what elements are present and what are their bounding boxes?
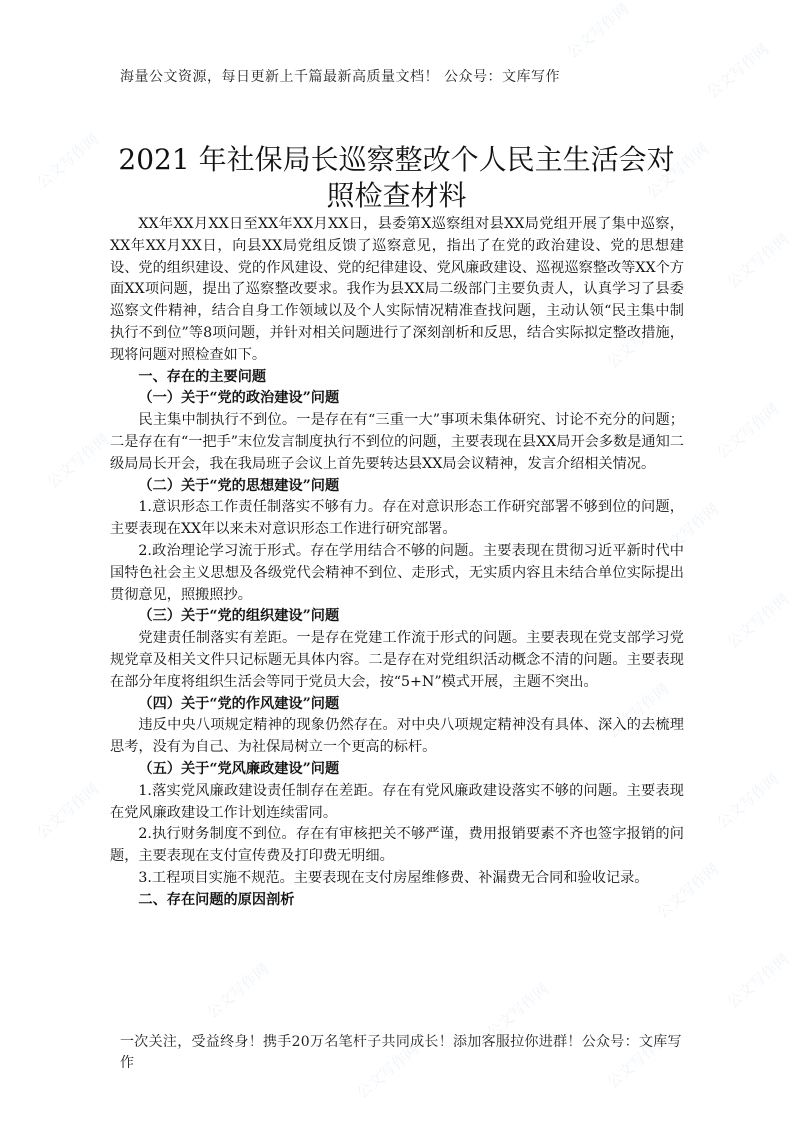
body-paragraph: XX年XX月XX日至XX年XX月XX日，县委第X巡察组对县XX局党组开展了集中巡察，XX年XX月XX日，向县XX局党组反馈了巡察意见，指出了在党的政治建设、党的思想建设、党的组织建设、党的作风建设、党的纪律建设、党风廉政建设、巡视巡察整改等XX个方面XX项问题，提出了巡察整改要求。我作为县XX局二级部门主要负责人，认真学习了县委巡察文件精神，结合自身工作领域以及个人实际情况精准查找问题，主动认领“民主集中制执行不到位”等8项问题，并针对相关问题进行了深刻剖析和反思，结合实际拟定整改措施，现将问题对照检查如下。 bbox=[110, 216, 684, 363]
watermark-text: 公文写作网 bbox=[603, 309, 673, 372]
watermark-text: 公文写作网 bbox=[563, 0, 633, 62]
watermark-text: 公文写作网 bbox=[33, 779, 103, 842]
title-line-2: 照检查材料 bbox=[326, 179, 467, 212]
document-body bbox=[110, 214, 684, 912]
section-heading: （四）关于“党的作风建设”问题 bbox=[138, 695, 340, 712]
footer-banner: 一次关注，受益终身！携手20万名笔杆子共同成长！添加客服拉你进群！公众号：文库写作 bbox=[120, 1034, 682, 1071]
watermark-text: 公文写作网 bbox=[653, 859, 723, 922]
watermark-text: 公文写作网 bbox=[43, 429, 113, 492]
watermark-text: 公文写作网 bbox=[723, 229, 793, 292]
watermark-text: 公文写作网 bbox=[713, 399, 783, 462]
body-paragraph: 民主集中制执行不到位。一是存在有“三重一大”事项未集体研究、讨论不充分的问题；二是存在有“一把手”末位发言制度执行不到位的问题，主要表现在县XX局开会多数是通知二级局局长开会，我在我局班子会议上首先要转达县XX局会议精神，发言介绍相关情况。 bbox=[110, 412, 684, 472]
section-heading: （三）关于“党的组织建设”问题 bbox=[138, 608, 340, 625]
section-heading: 二、存在问题的原因剖析 bbox=[138, 891, 295, 908]
watermark-text: 公文写作网 bbox=[723, 589, 793, 652]
section-heading: （五）关于“党风廉政建设”问题 bbox=[138, 760, 340, 777]
watermark-text: 公文写作网 bbox=[483, 979, 553, 1042]
body-paragraph: 2.政治理论学习流于形式。存在学用结合不够的问题。主要表现在贯彻习近平新时代中国特色社会主义思想及各级党代会精神不到位、走形式，无实质内容且未结合单位实际提出贯彻意见，照搬照抄。 bbox=[110, 542, 684, 603]
watermark-text: 公文写作网 bbox=[643, 139, 713, 202]
document-title bbox=[100, 142, 693, 214]
section-heading: 一、存在的主要问题 bbox=[138, 368, 267, 385]
body-paragraph: 2.执行财务制度不到位。存在有审核把关不够严谨，费用报销要素不齐也签字报销的问题，主要表现在支付宣传费及打印费无明细。 bbox=[110, 826, 684, 865]
section-heading: （二）关于“党的思想建设”问题 bbox=[138, 477, 340, 494]
header-banner: 海量公文资源，每日更新上千篇最新高质量文档！ 公众号：文库写作 bbox=[120, 69, 560, 85]
watermark-text: 公文写作网 bbox=[603, 679, 673, 742]
title-line-1: 2021 年社保局长巡察整改个人民主生活会对 bbox=[118, 143, 675, 176]
watermark-text: 公文写作网 bbox=[353, 1039, 423, 1102]
body-paragraph: 违反中央八项规定精神的现象仍然存在。对中央八项规定精神没有具体、深入的去梳理思考，没有为自己、为社保局树立一个更高的标杆。 bbox=[110, 717, 684, 756]
section-heading: （一）关于“党的政治建设”问题 bbox=[138, 390, 340, 407]
body-paragraph: 党建责任制落实有差距。一是存在党建工作流于形式的问题。主要表现在党支部学习党规党章及相关文件只记标题无具体内容。二是存在对党组织活动概念不清的问题。主要表现在部分年度将组织生活会等同于党员大会，按“5+N”模式开展，主题不突出。 bbox=[110, 630, 684, 690]
body-paragraph: 1.意识形态工作责任制落实不够有力。存在对意识形态工作研究部署不够到位的问题，主要表现在XX年以来未对意识形态工作进行研究部署。 bbox=[110, 499, 684, 538]
body-paragraph: 3.工程项目实施不规范。主要表现在支付房屋维修费、补漏费无合同和验收记录。 bbox=[138, 869, 649, 886]
watermark-text: 公文写作网 bbox=[713, 769, 783, 832]
watermark-text: 公文写作网 bbox=[653, 499, 723, 562]
watermark-text: 公文写作网 bbox=[603, 1029, 673, 1092]
watermark-text: 公文写作网 bbox=[203, 959, 273, 1022]
watermark-text: 公文写作网 bbox=[703, 39, 773, 102]
watermark-text: 公文写作网 bbox=[723, 949, 793, 1012]
body-paragraph: 1.落实党风廉政建设责任制存在差距。存在有党风廉政建设落实不够的问题。主要表现在党风廉政建设工作计划连续雷同。 bbox=[110, 782, 684, 821]
watermark-text: 公文写作网 bbox=[33, 129, 103, 192]
